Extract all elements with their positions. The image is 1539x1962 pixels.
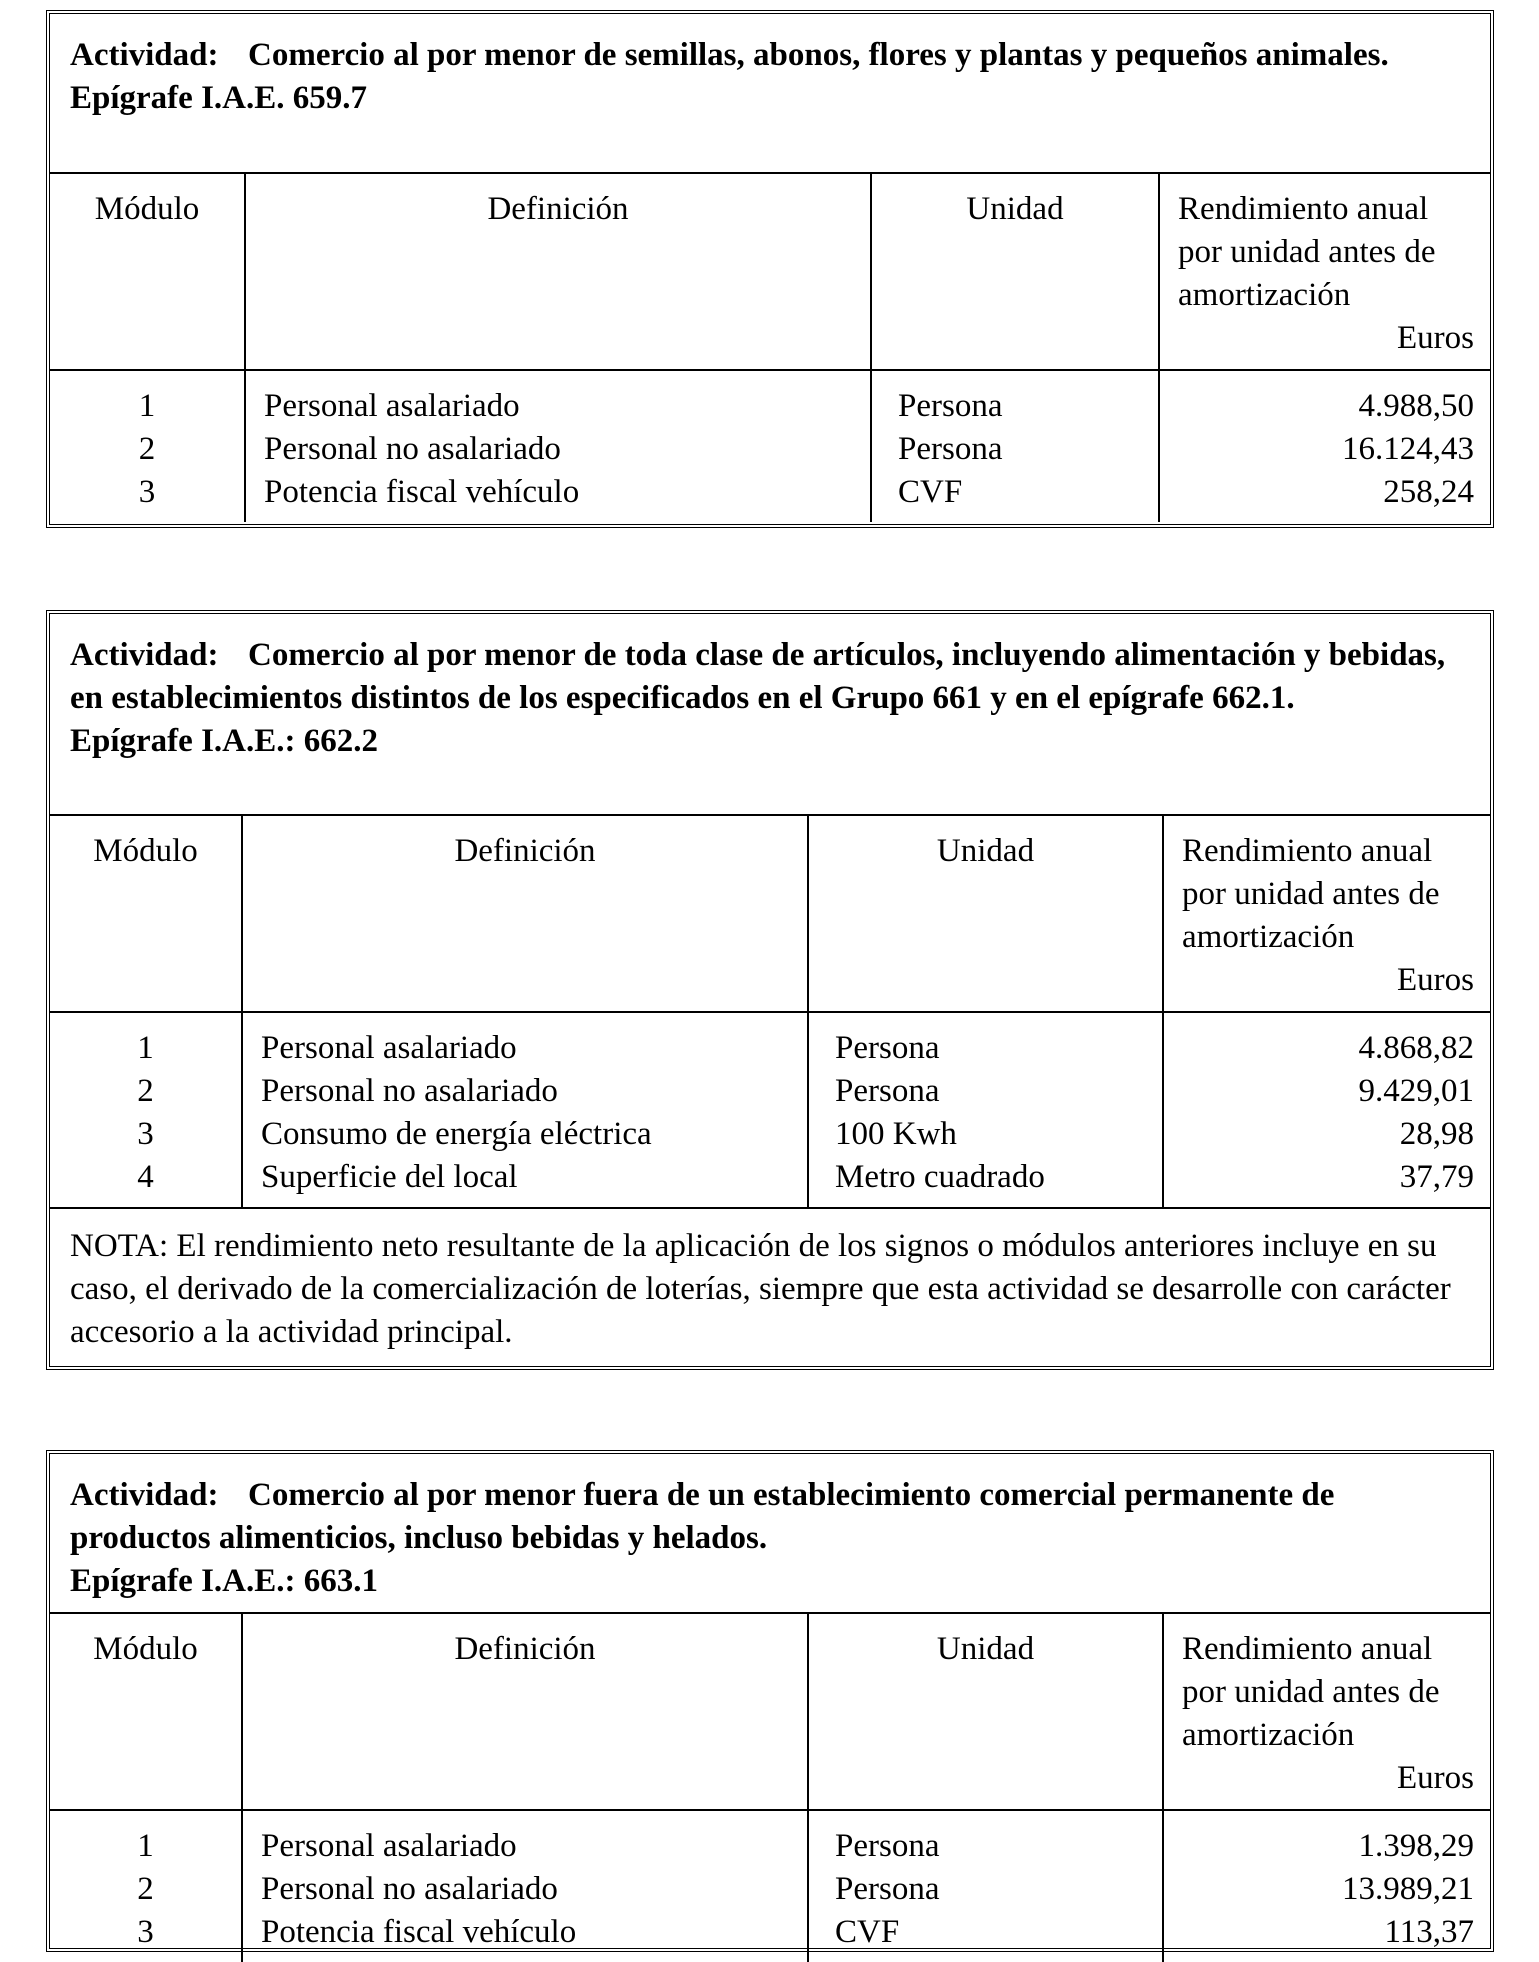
- activity-label: Actividad:: [70, 37, 219, 73]
- table-body-row: [50, 370, 1490, 522]
- unidad-text: Metro cuadrado: [835, 1159, 1045, 1195]
- definicion-column: [245, 370, 871, 522]
- modulo-number: 3: [138, 474, 156, 510]
- definicion-column: [242, 1012, 808, 1207]
- header-euros: Euros: [1397, 1760, 1474, 1796]
- definicion-text: Personal no asalariado: [261, 1073, 558, 1109]
- activity-text: [70, 1474, 1490, 1560]
- definicion-text: Personal asalariado: [264, 388, 520, 424]
- activity-description: [70, 34, 1490, 77]
- activity-block-659-7: [46, 10, 1494, 528]
- header-rendimiento-line-3: amortización: [1182, 919, 1355, 955]
- header-rendimiento: [1159, 174, 1490, 370]
- rendimiento-value: 9.429,01: [1358, 1073, 1474, 1109]
- definicion-text: Personal asalariado: [261, 1828, 517, 1864]
- modulo-number: 1: [137, 1828, 154, 1864]
- modules-table: [50, 816, 1490, 1207]
- rendimiento-value: 258,24: [1383, 474, 1474, 510]
- header-rendimiento-line-2: por unidad antes de: [1182, 876, 1440, 912]
- activity-block-663-1: [46, 1450, 1494, 1952]
- header-definicion: Definición: [242, 1614, 808, 1810]
- rendimiento-value: 113,37: [1384, 1914, 1474, 1950]
- epigrafe-code: Epígrafe I.A.E.: 662.2: [70, 723, 378, 759]
- unidad-column: [871, 370, 1159, 522]
- header-euros: Euros: [1397, 320, 1474, 356]
- table-header-row: [50, 1614, 1490, 1810]
- activity-block-662-2: [46, 610, 1494, 1370]
- header-rendimiento-line-2: por unidad antes de: [1182, 1674, 1440, 1710]
- rendimiento-value: 4.988,50: [1358, 388, 1474, 424]
- header-definicion: Definición: [242, 816, 808, 1012]
- definicion-text: Superficie del local: [261, 1159, 518, 1195]
- header-unidad: Unidad: [808, 816, 1163, 1012]
- epigrafe-code: Epígrafe I.A.E. 659.7: [70, 80, 367, 116]
- definicion-text: Consumo de energía eléctrica: [261, 1116, 652, 1152]
- unidad-text: Persona: [835, 1871, 940, 1907]
- table-body-row: [50, 1012, 1490, 1207]
- unidad-column: [808, 1012, 1163, 1207]
- activity-text-content: Comercio al por menor de toda clase de artículos, incluyendo alimentación y bebidas, en establecimientos distintos de los especificados en el Grupo 661 y en el epígrafe 662.1.: [70, 637, 1446, 716]
- activity-label: Actividad:: [70, 1477, 219, 1513]
- modulo-number: 1: [138, 388, 156, 424]
- header-rendimiento-line-3: amortización: [1182, 1717, 1355, 1753]
- rendimiento-value: 4.868,82: [1358, 1030, 1474, 1066]
- header-rendimiento-line-1: Rendimiento anual: [1178, 191, 1429, 227]
- header-modulo: Módulo: [50, 1614, 242, 1810]
- modulo-number: 1: [137, 1030, 154, 1066]
- header-rendimiento-line-3: amortización: [1178, 277, 1351, 313]
- activity-label: Actividad:: [70, 637, 219, 673]
- activity-text-content: Comercio al por menor fuera de un establecimiento comercial permanente de productos alimenticios, incluso bebidas y helados.: [70, 1477, 1335, 1556]
- modulo-number: 2: [138, 431, 156, 467]
- rendimiento-value: 13.989,21: [1342, 1871, 1474, 1907]
- header-rendimiento: [1163, 1614, 1490, 1810]
- activity-text-content: Comercio al por menor de semillas, abonos, flores y plantas y pequeños animales.: [248, 37, 1389, 73]
- activity-text: [70, 34, 1490, 77]
- epigrafe-code: Epígrafe I.A.E.: 663.1: [70, 1563, 378, 1599]
- rendimiento-value: 16.124,43: [1342, 431, 1474, 467]
- definicion-column: [242, 1810, 808, 1962]
- rendimiento-value: 1.398,29: [1358, 1828, 1474, 1864]
- table-header-row: [50, 816, 1490, 1012]
- unidad-text: 100 Kwh: [835, 1116, 957, 1152]
- unidad-text: CVF: [835, 1914, 900, 1950]
- definicion-text: Personal no asalariado: [264, 431, 561, 467]
- header-rendimiento-line-1: Rendimiento anual: [1182, 1631, 1433, 1667]
- header-modulo: Módulo: [50, 174, 245, 370]
- activity-header: [50, 1454, 1490, 1614]
- header-euros: Euros: [1397, 962, 1474, 998]
- activity-header: [50, 614, 1490, 816]
- header-rendimiento-line-1: Rendimiento anual: [1182, 833, 1433, 869]
- modulo-number: 4: [137, 1159, 154, 1195]
- rendimiento-column: [1163, 1810, 1490, 1962]
- rendimiento-column: [1159, 370, 1490, 522]
- definicion-text: Personal asalariado: [261, 1030, 517, 1066]
- modulo-number: 2: [137, 1871, 154, 1907]
- definicion-text: Potencia fiscal vehículo: [261, 1914, 577, 1950]
- unidad-text: Persona: [898, 431, 1003, 467]
- unidad-text: Persona: [835, 1828, 940, 1864]
- header-unidad: Unidad: [871, 174, 1159, 370]
- definicion-text: Personal no asalariado: [261, 1871, 558, 1907]
- modulo-number: 2: [137, 1073, 154, 1109]
- rendimiento-value: 28,98: [1399, 1116, 1474, 1152]
- nota-text: NOTA: El rendimiento neto resultante de la aplicación de los signos o módulos anteriores incluye en su caso, el derivado de la comercialización de loterías, siempre que esta actividad se desarrolle con carácter accesorio a la actividad principal.: [50, 1207, 1490, 1354]
- activity-text: [70, 634, 1490, 720]
- activity-description: [70, 1474, 1490, 1560]
- unidad-text: Persona: [835, 1030, 940, 1066]
- modules-table: [50, 1614, 1490, 1962]
- table-body-row: [50, 1810, 1490, 1962]
- header-definicion: Definición: [245, 174, 871, 370]
- rendimiento-column: [1163, 1012, 1490, 1207]
- modulo-column: [50, 1810, 242, 1962]
- unidad-text: CVF: [898, 474, 963, 510]
- definicion-text: Potencia fiscal vehículo: [264, 474, 580, 510]
- rendimiento-value: 37,79: [1399, 1159, 1474, 1195]
- table-header-row: [50, 174, 1490, 370]
- unidad-text: Persona: [898, 388, 1003, 424]
- modulo-number: 3: [137, 1116, 154, 1152]
- modulo-column: [50, 370, 245, 522]
- unidad-column: [808, 1810, 1163, 1962]
- unidad-text: Persona: [835, 1073, 940, 1109]
- activity-description: [70, 634, 1490, 720]
- modulo-number: 3: [137, 1914, 154, 1950]
- header-rendimiento: [1163, 816, 1490, 1012]
- modulo-column: [50, 1012, 242, 1207]
- modules-table: [50, 174, 1490, 522]
- header-rendimiento-line-2: por unidad antes de: [1178, 234, 1436, 270]
- header-modulo: Módulo: [50, 816, 242, 1012]
- header-unidad: Unidad: [808, 1614, 1163, 1810]
- activity-header: [50, 14, 1490, 174]
